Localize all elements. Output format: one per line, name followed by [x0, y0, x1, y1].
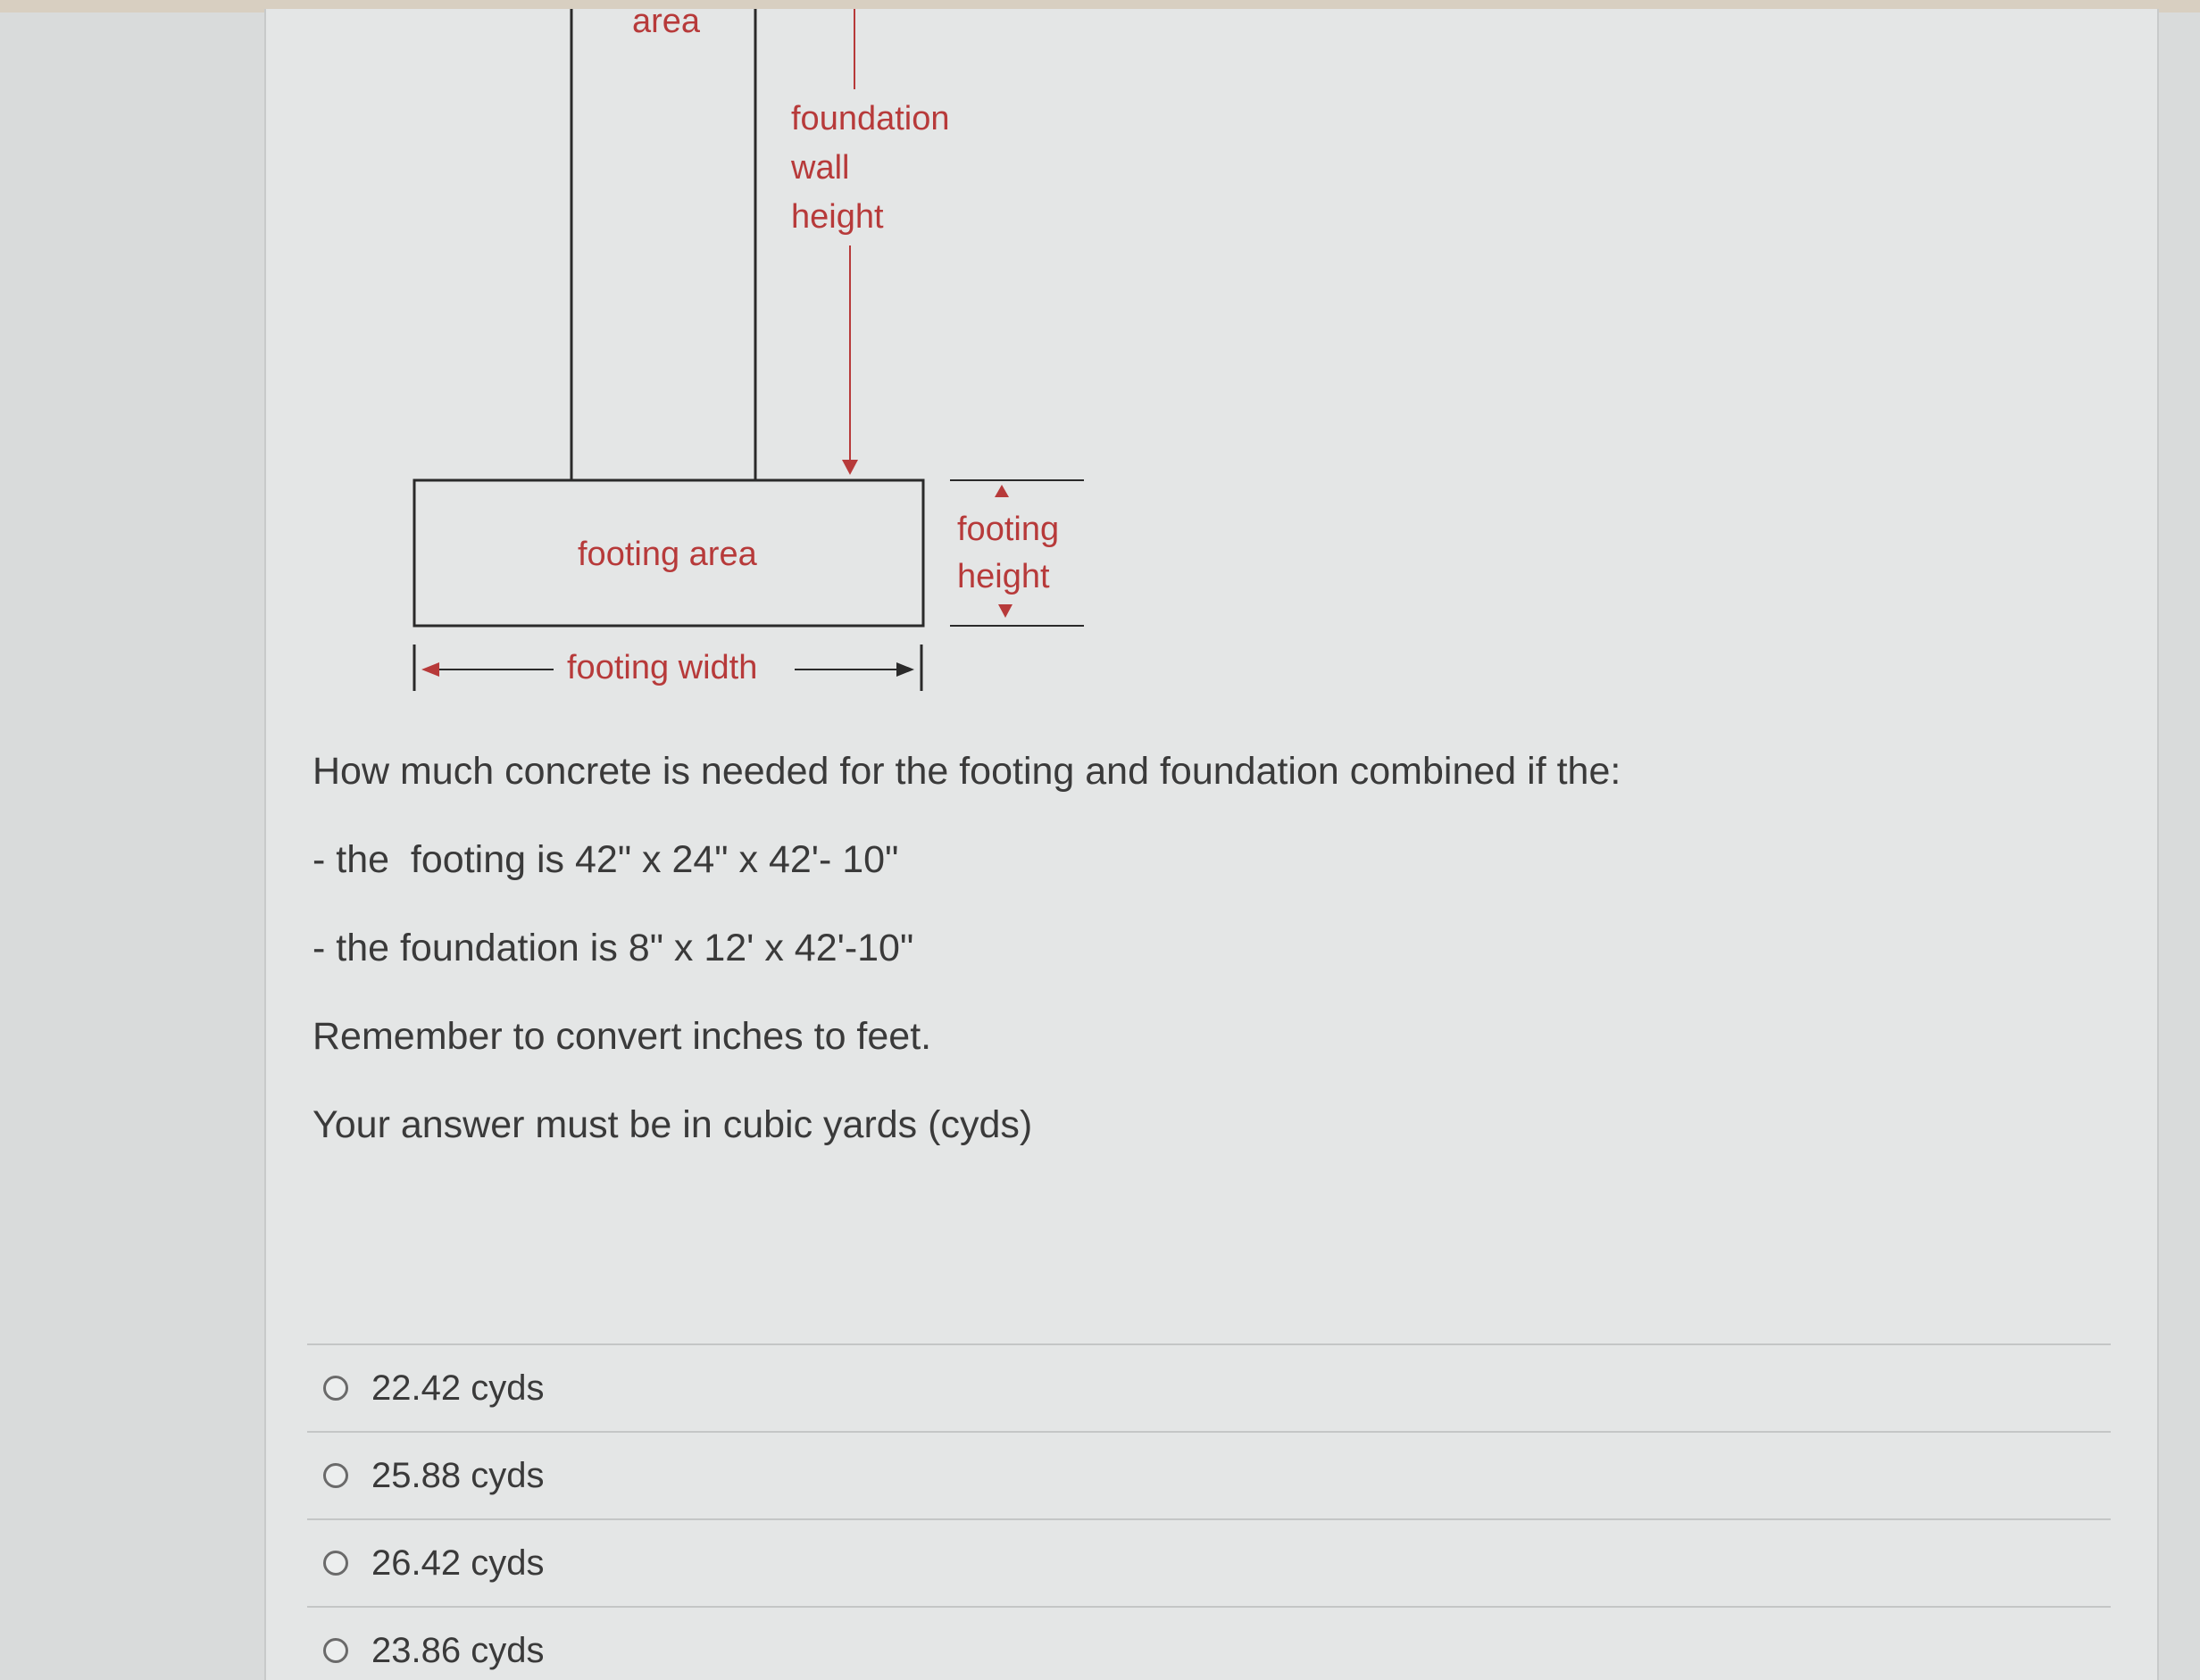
- answer-option-label: 25.88 cyds: [371, 1455, 545, 1495]
- wall-label: wall: [791, 149, 850, 187]
- answer-option-2[interactable]: [307, 1431, 2111, 1518]
- answer-option-label: 22.42 cyds: [371, 1368, 545, 1408]
- answer-option-3[interactable]: [307, 1518, 2111, 1606]
- area-label: area: [632, 3, 701, 40]
- answer-options: [307, 1343, 2111, 1680]
- footing-height-up-arrow-icon: [995, 485, 1009, 497]
- radio-icon[interactable]: [323, 1638, 348, 1663]
- question-line-3: - the foundation is 8" x 12' x 42'-10": [312, 927, 914, 969]
- footing-width-label: footing width: [567, 649, 758, 686]
- footing-width-right-arrow-icon: [896, 662, 914, 677]
- radio-icon[interactable]: [323, 1551, 348, 1576]
- footing-width-left-arrow-icon: [421, 662, 439, 677]
- question-line-5: Your answer must be in cubic yards (cyds): [312, 1103, 1033, 1146]
- question-line-4: Remember to convert inches to feet.: [312, 1015, 932, 1058]
- footing-height-label: height: [957, 558, 1050, 595]
- height-label: height: [791, 198, 884, 236]
- footing-label: footing: [957, 511, 1060, 548]
- question-text: [312, 750, 2062, 1192]
- footing-height-down-arrow-icon: [998, 604, 1012, 618]
- answer-option-label: 26.42 cyds: [371, 1543, 545, 1583]
- radio-icon[interactable]: [323, 1463, 348, 1488]
- footing-diagram: [0, 0, 2200, 696]
- answer-option-1[interactable]: [307, 1343, 2111, 1431]
- footing-area-label: footing area: [578, 536, 757, 573]
- wall-height-arrowhead-icon: [842, 460, 858, 475]
- answer-option-label: 23.86 cyds: [371, 1630, 545, 1670]
- foundation-label: foundation: [791, 100, 950, 137]
- answer-option-4[interactable]: [307, 1606, 2111, 1680]
- question-line-2: - the footing is 42" x 24" x 42'- 10": [312, 838, 899, 881]
- radio-icon[interactable]: [323, 1376, 348, 1401]
- question-line-1: How much concrete is needed for the footing and foundation combined if the:: [312, 750, 1621, 793]
